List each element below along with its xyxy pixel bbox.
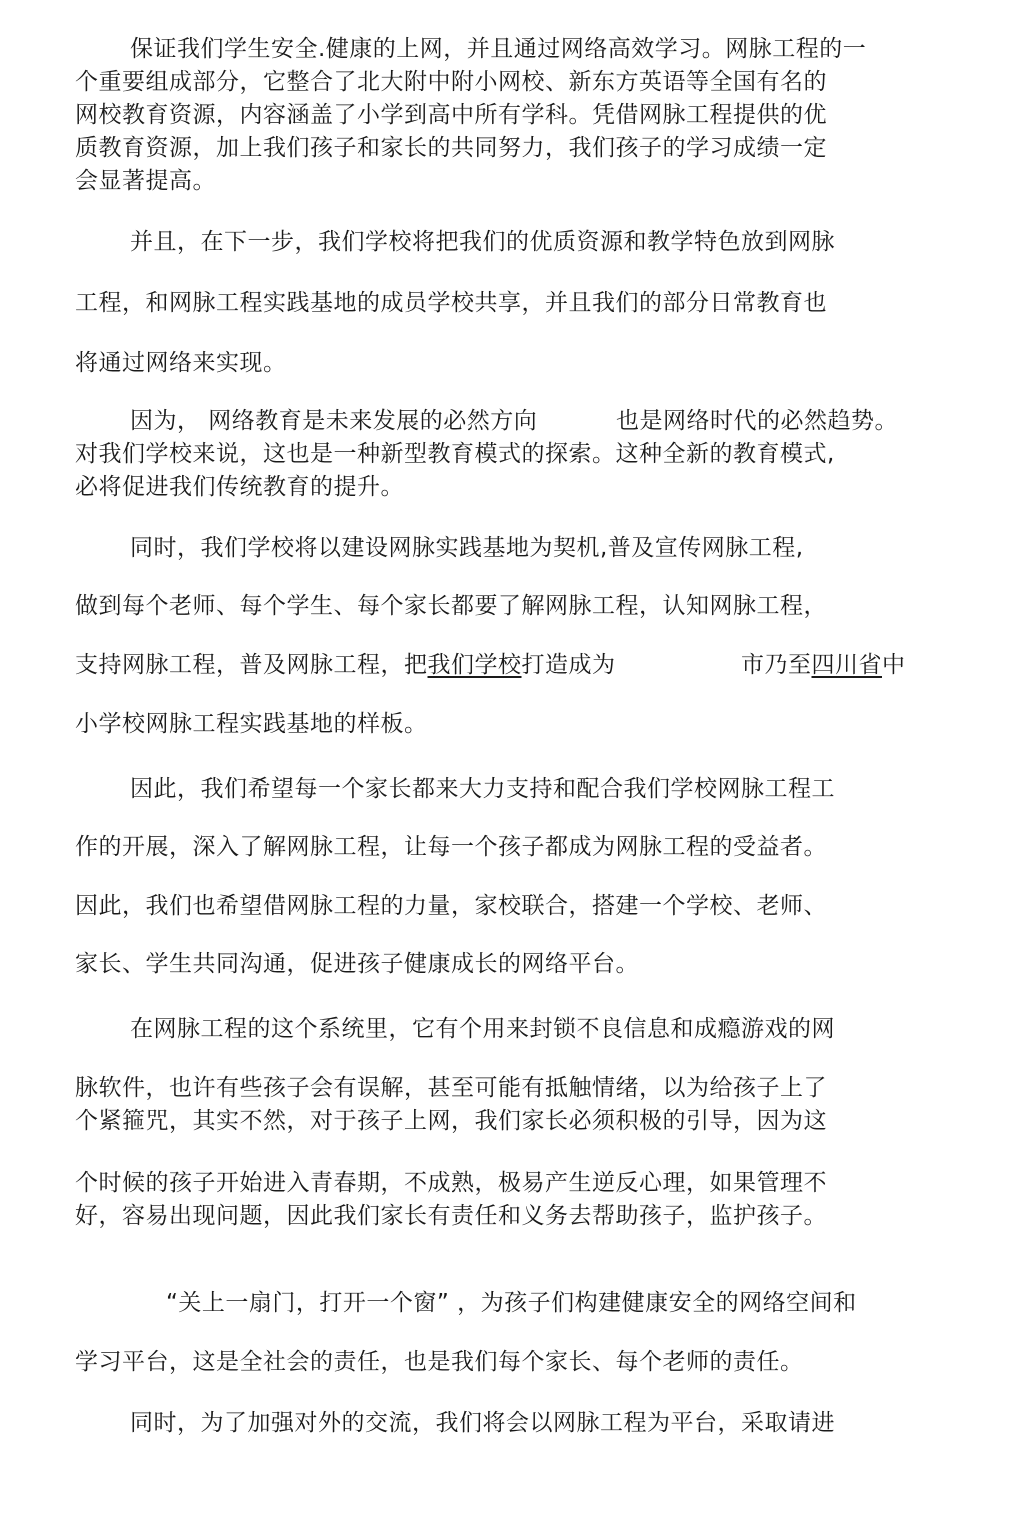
paragraph-2-line-2: 工程，和网脉工程实践基地的成员学校共享，并且我们的部分日常教育也 [75, 290, 827, 316]
paragraph-3-line-2: 对我们学校来说，这也是一种新型教育模式的探索。这种全新的教育模式, [75, 441, 835, 467]
paragraph-5-line-2: 作的开展，深入了解网脉工程，让每一个孩子都成为网脉工程的受益者。 [75, 834, 827, 860]
paragraph-6-line-4: 个时候的孩子开始进入青春期，不成熟，极易产生逆反心理，如果管理不 [75, 1170, 827, 1196]
line-text: 支持网脉工程，普及网脉工程，把 [75, 652, 428, 678]
paragraph-1-line-5: 会显著提高。 [75, 168, 216, 194]
paragraph-7-line-1: “关上一扇门，打开一个窗” ，为孩子们构建健康安全的网络空间和 [166, 1290, 857, 1316]
paragraph-1-line-4: 质教育资源，加上我们孩子和家长的共同努力，我们孩子的学习成绩一定 [75, 135, 827, 161]
paragraph-7-line-2: 学习平台，这是全社会的责任，也是我们每个家长、每个老师的责任。 [75, 1349, 804, 1375]
paragraph-8-line-1: 同时，为了加强对外的交流，我们将会以网脉工程为平台，采取请进 [130, 1410, 835, 1436]
underlined-province-name: 四川省 [811, 652, 882, 678]
paragraph-1-line-2: 个重要组成部分，它整合了北大附中附小网校、新东方英语等全国有名的 [75, 69, 827, 95]
paragraph-6-line-2: 脉软件，也许有些孩子会有误解，甚至可能有抵触情绪，以为给孩子上了 [75, 1075, 827, 1101]
line-text: 打造成为 [521, 652, 616, 678]
paragraph-2-line-1: 并且，在下一步，我们学校将把我们的优质资源和教学特色放到网脉 [130, 229, 835, 255]
paragraph-6-line-1: 在网脉工程的这个系统里，它有个用来封锁不良信息和成瘾游戏的网 [130, 1016, 835, 1042]
paragraph-3-line-1a: 因为， 网络教育是未来发展的必然方向 [130, 408, 538, 434]
paragraph-5-line-4: 家长、学生共同沟通，促进孩子健康成长的网络平台。 [75, 951, 639, 977]
paragraph-4-line-1: 同时，我们学校将以建设网脉实践基地为契机,普及宣传网脉工程, [130, 535, 804, 561]
underlined-school-name: 我们学校 [427, 652, 522, 678]
paragraph-4-line-2: 做到每个老师、每个学生、每个家长都要了解网脉工程，认知网脉工程， [75, 593, 827, 619]
paragraph-6-line-5: 好，容易出现问题，因此我们家长有责任和义务去帮助孩子，监护孩子。 [75, 1203, 827, 1229]
paragraph-5-line-1: 因此，我们希望每一个家长都来大力支持和配合我们学校网脉工程工 [130, 776, 835, 802]
line-text: 中 [882, 652, 906, 678]
paragraph-2-line-3: 将通过网络来实现。 [75, 350, 287, 376]
paragraph-3-line-3: 必将促进我们传统教育的提升。 [75, 474, 404, 500]
line-text: 市乃至 [741, 652, 812, 678]
paragraph-1-line-3: 网校教育资源，内容涵盖了小学到高中所有学科。凭借网脉工程提供的优 [75, 102, 827, 128]
paragraph-3-line-1b: 也是网络时代的必然趋势。 [616, 408, 898, 434]
paragraph-5-line-3: 因此，我们也希望借网脉工程的力量，家校联合，搭建一个学校、老师、 [75, 893, 827, 919]
paragraph-4-line-4: 小学校网脉工程实践基地的样板。 [75, 711, 428, 737]
paragraph-1-line-1: 保证我们学生安全.健康的上网，并且通过网络高效学习。网脉工程的一 [130, 36, 867, 62]
paragraph-4-line-3-end [741, 650, 906, 680]
paragraph-4-line-3 [75, 650, 616, 680]
paragraph-6-line-3: 个紧箍咒，其实不然，对于孩子上网，我们家长必须积极的引导，因为这 [75, 1108, 827, 1134]
